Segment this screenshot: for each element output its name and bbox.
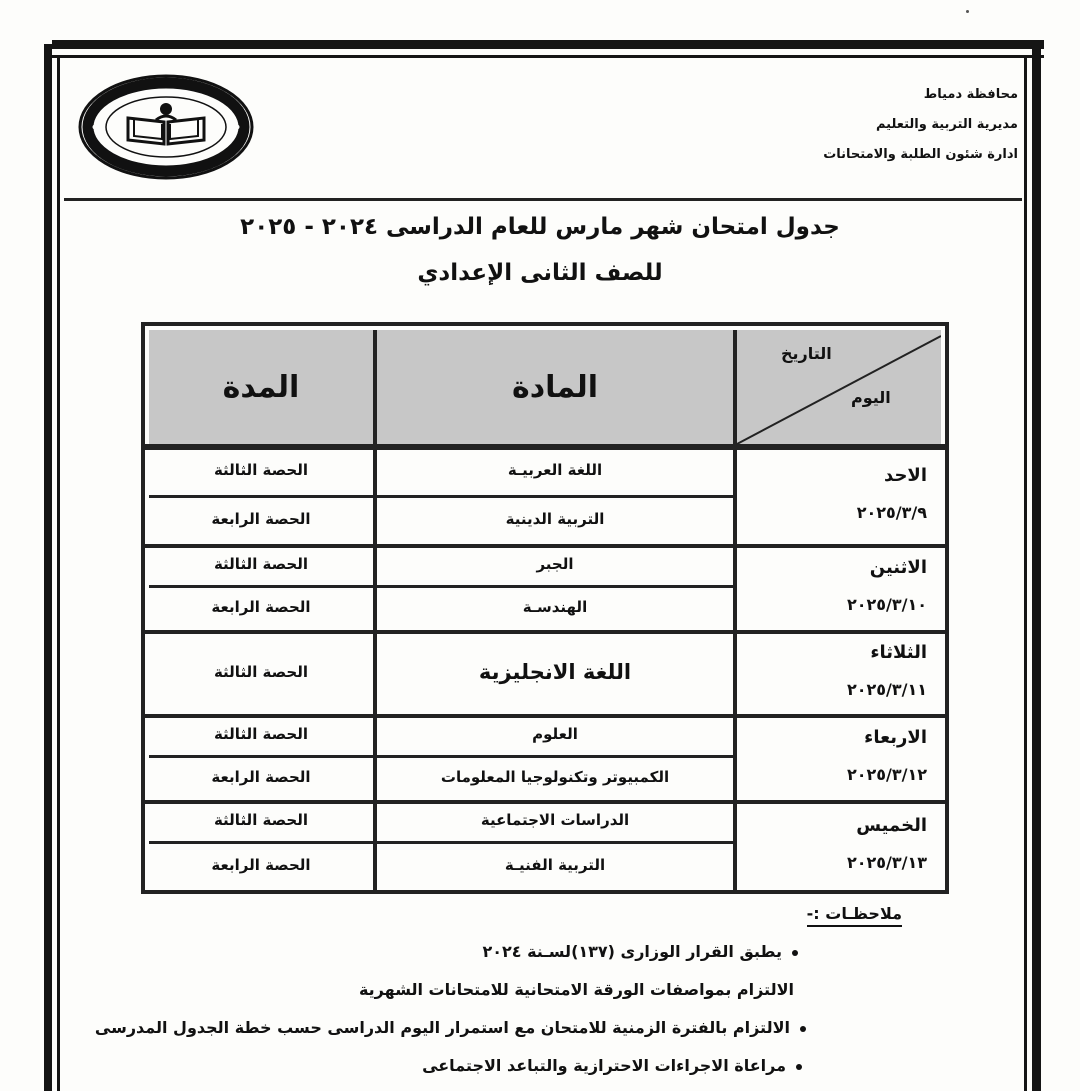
frame-right-border: [1032, 44, 1041, 1091]
note-item: [96, 1052, 802, 1090]
header-separator: [145, 444, 945, 450]
grade-title: للصف الثانى الإعدادي: [417, 260, 663, 286]
notes-title: ملاحظـات :-: [807, 904, 902, 927]
note-text: يطبق القرار الوزارى (١٣٧)لسـنة ٢٠٢٤: [482, 942, 782, 961]
exam-duration: الحصة الرابعة: [211, 856, 311, 874]
exam-duration: الحصة الرابعة: [211, 510, 311, 528]
frame-top-inner-border: [52, 55, 1044, 58]
bullet-icon: [800, 1026, 806, 1032]
subject-name: اللغة العربيـة: [507, 461, 603, 479]
day-name: الثلاثاء: [870, 642, 927, 663]
day-separator: [145, 544, 945, 548]
subject-name: الدراسات الاجتماعية: [480, 811, 630, 829]
frame-right-inner-border: [1024, 56, 1027, 1091]
header-diagonal: [737, 330, 941, 444]
scan-speck: [966, 10, 969, 13]
header-info: [718, 80, 1018, 170]
subject-name: الجبر: [536, 555, 574, 573]
subject-name: التربية الفنيـة: [504, 856, 606, 874]
bullet-icon: [792, 950, 798, 956]
governorate-name: محافظة دمياط: [923, 87, 1018, 102]
day-name: الاحد: [884, 465, 927, 486]
exam-duration: الحصة الثالثة: [213, 555, 309, 573]
row-separator: [149, 495, 733, 498]
directorate-name: مديرية التربية والتعليم: [875, 117, 1018, 132]
frame-left-border: [44, 44, 52, 1091]
row-separator: [149, 585, 733, 588]
note-text: الالتزام بمواصفات الورقة الامتحانية للامتحانات الشهرية: [358, 980, 794, 999]
duration-header-label: المدة: [222, 370, 300, 405]
day-name: الاثنين: [869, 557, 927, 578]
day-name: الخميس: [856, 815, 927, 836]
exam-duration: الحصة الثالثة: [213, 663, 309, 681]
note-text: الالتزام بالفترة الزمنية للامتحان مع استمرار اليوم الدراسى حسب خطة الجدول المدرسى: [94, 1018, 790, 1037]
directorate-seal-logo: [78, 74, 254, 180]
bullet-icon: [796, 1064, 802, 1070]
exam-duration: الحصة الثالثة: [213, 461, 309, 479]
frame-left-inner-border: [57, 56, 60, 1091]
exam-duration: الحصة الثالثة: [213, 811, 309, 829]
subject-header-label: المادة: [511, 370, 599, 405]
department-name: ادارة شئون الطلبة والامتحانات: [823, 147, 1018, 162]
exam-duration: الحصة الرابعة: [211, 598, 311, 616]
exam-duration: الحصة الثالثة: [213, 725, 309, 743]
row-separator: [149, 755, 733, 758]
schedule-title: جدول امتحان شهر مارس للعام الدراسى ٢٠٢٤ - ٢٠٢٥: [240, 214, 840, 240]
note-item: [96, 938, 798, 976]
exam-duration: الحصة الرابعة: [211, 768, 311, 786]
subject-name: الكمبيوتر وتكنولوجيا المعلومات: [440, 768, 670, 786]
exam-date: ٢٠٢٥/٣/١١: [846, 680, 927, 699]
note-item: [96, 976, 794, 1014]
date-header-label: التاريخ: [781, 344, 832, 363]
note-text: مراعاة الاجراءات الاحترازية والتباعد الاجتماعى: [422, 1056, 786, 1075]
row-separator: [149, 841, 733, 844]
subject-name: التربية الدينية: [505, 510, 605, 528]
day-separator: [145, 630, 945, 634]
subject-name: الهندسـة: [522, 598, 588, 616]
note-item: [96, 1014, 806, 1052]
frame-top-border: [52, 40, 1044, 49]
notes-list: [96, 938, 796, 1090]
exam-date: ٢٠٢٥/٣/١٣: [846, 853, 927, 872]
header-divider: [64, 198, 1022, 201]
day-header-label: اليوم: [851, 388, 891, 407]
day-separator: [145, 714, 945, 718]
exam-date: ٢٠٢٥/٣/١٠: [846, 595, 927, 614]
day-name: الاربعاء: [864, 727, 927, 748]
day-separator: [145, 800, 945, 804]
exam-date: ٢٠٢٥/٣/٩: [856, 503, 927, 522]
subject-name: العلوم: [532, 725, 578, 743]
exam-date: ٢٠٢٥/٣/١٢: [846, 765, 927, 784]
exam-schedule-table: [141, 322, 949, 894]
subject-name: اللغة الانجليزية: [478, 660, 632, 684]
